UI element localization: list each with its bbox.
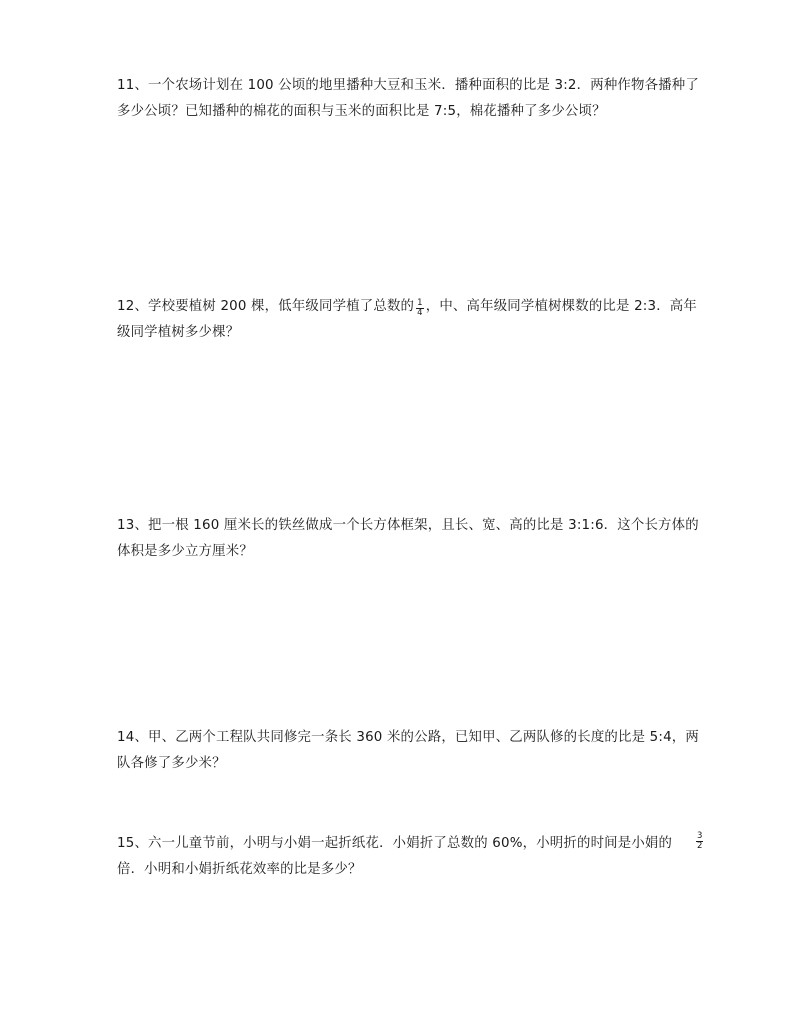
fraction-denominator: 4 [417, 308, 423, 318]
problem-12-line-2: 级同学植树多少棵？ [117, 325, 240, 340]
fraction-one-quarter [416, 299, 424, 318]
fraction-numerator: 3 [697, 831, 703, 841]
problem-14-line-1: 14、甲、乙两个工程队共同修完一条长 360 米的公路，已知甲、乙两队修的长度的比是 5:4，两 [117, 730, 699, 745]
problem-12-text-before-fraction: 12、学校要植树 200 棵，低年级同学植了总数的 [117, 299, 415, 314]
problem-12-text-after-fraction: ，中、高年级同学植树棵数的比是 2:3．高年 [425, 299, 697, 314]
problem-13-line-1: 13、把一根 160 厘米长的铁丝做成一个长方体框架，且长、宽、高的比是 3:1:6．这个长方体的 [117, 518, 699, 533]
problem-15 [117, 831, 707, 883]
problem-15-line-2: 倍．小明和小娟折纸花效率的比是多少？ [117, 862, 362, 877]
problem-14-line-2: 队各修了多少米？ [117, 756, 226, 771]
problem-15-line-1: 15、六一儿童节前，小明与小娟一起折纸花．小娟折了总数的 60%，小明折的时间是小娟的 [117, 836, 673, 851]
problem-11-line-1: 11、一个农场计划在 100 公顷的地里播种大豆和玉米．播种面积的比是 3:2．两种作物各播种了 [117, 78, 699, 93]
problem-13 [117, 513, 707, 565]
fraction-three-halves [696, 832, 703, 851]
problem-14 [117, 725, 707, 777]
fraction-denominator: 2 [697, 841, 703, 851]
problem-12-line-1 [117, 294, 707, 320]
problem-11 [117, 73, 707, 125]
fraction-numerator: 1 [417, 298, 423, 308]
problem-13-line-2: 体积是多少立方厘米？ [117, 544, 253, 559]
problem-12 [117, 294, 707, 346]
problem-11-line-2: 多少公顷？已知播种的棉花的面积与玉米的面积比是 7:5，棉花播种了多少公顷？ [117, 104, 606, 119]
